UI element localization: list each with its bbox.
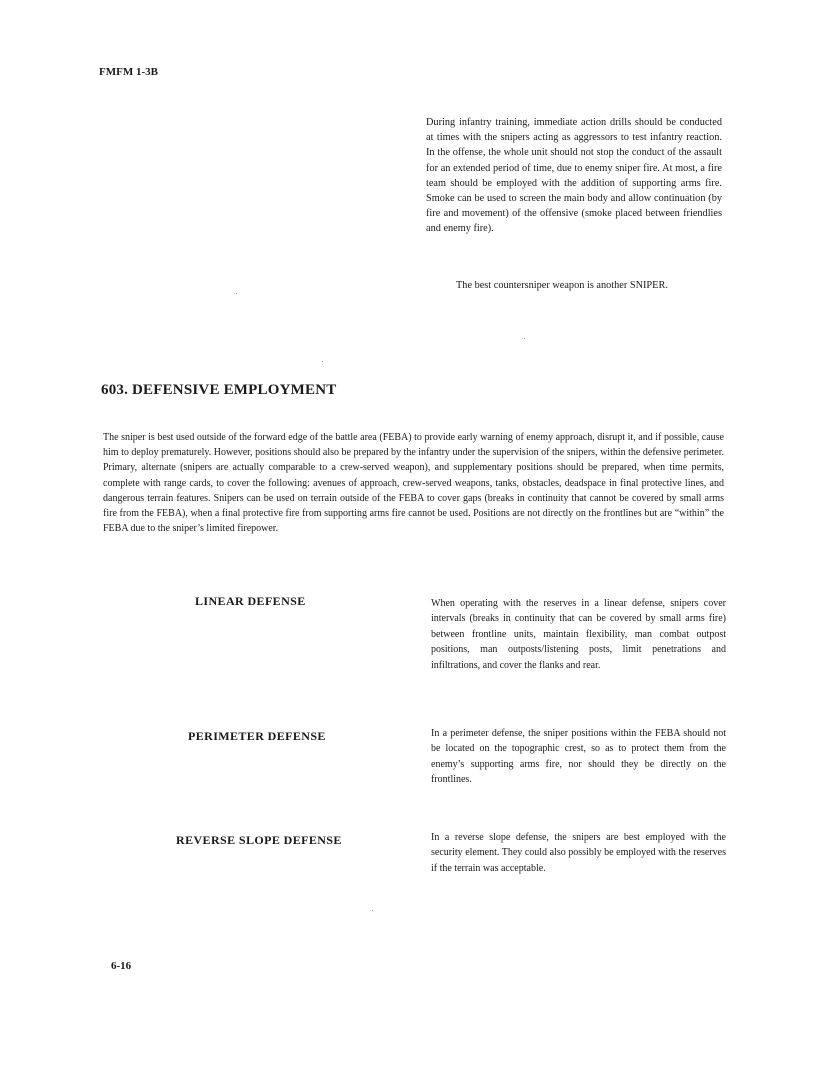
perimeter-defense-title: PERIMETER DEFENSE xyxy=(188,729,326,743)
reverse-slope-defense-title: REVERSE SLOPE DEFENSE xyxy=(176,833,342,847)
scan-speck xyxy=(372,910,373,911)
perimeter-defense-text: In a perimeter defense, the sniper positions within the FEBA should not be located on the topographic crest, so as to protect them from the enemy’s supporting arms fire, nor should they be directly on the frontlines. xyxy=(431,728,726,786)
section-body: The sniper is best used outside of the forward edge of the battle area (FEBA) to provide early warning of enemy approach, disrupt it, and if possible, cause him to deploy prematurely. However, positions should also be prepared by the infantry under the supervision of the snipers, within the defensive perimeter. Primary, alternate (snipers are actually comparable to a crew-served weapon), and supplementary positions should be prepared, when time permits, complete with range cards, to cover the following: avenues of approach, crew-served weapons, tanks, obstacles, deadspace in final protective lines, and dangerous terrain features. Snipers can be used on terrain outside of the FEBA to cover gaps (breaks in continuity that cannot be covered by small arms fire from the FEBA), when a final protective fire from supporting arms fire cannot be used. Positions are not directly on the frontlines but are “within” the FEBA due to the sniper’s limited firepower. xyxy=(103,432,724,535)
intro-paragraph: During infantry training, immediate action drills should be conducted at times with the snipers acting as aggressors to test infantry reaction. In the offense, the whole unit should not stop the conduct of the assault for an extended period of time, due to enemy sniper fire. At most, a fire team should be employed with the addition of supporting arms fire. Smoke can be used to screen the main body and allow continuation (by fire and movement) of the offensive (smoke placed between friendlies and enemy fire). xyxy=(426,117,722,235)
scan-speck xyxy=(236,293,237,294)
countersniper-quote: The best countersniper weapon is another SNIPER. xyxy=(456,280,668,291)
scan-speck xyxy=(322,361,323,362)
document-id: FMFM 1-3B xyxy=(99,66,158,78)
page-number: 6-16 xyxy=(111,960,132,972)
linear-defense-text: When operating with the reserves in a linear defense, snipers cover intervals (breaks in continuity that can be covered by small arms fire) between frontline units, maintain flexibility, man combat outpost positions, man outposts/listening posts, limit penetrations and infiltrations, and cover the flanks and rear. xyxy=(431,598,726,671)
reverse-slope-defense-text: In a reverse slope defense, the snipers are best employed with the security element. They could also possibly be employed with the reserves if the terrain was acceptable. xyxy=(431,832,726,874)
scan-speck xyxy=(524,338,525,339)
linear-defense-title: LINEAR DEFENSE xyxy=(195,594,306,608)
section-heading: 603. DEFENSIVE EMPLOYMENT xyxy=(101,382,337,398)
